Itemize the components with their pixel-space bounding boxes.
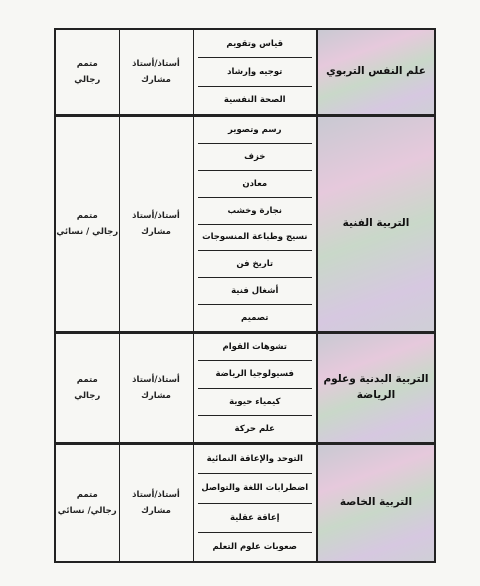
gender-line: متمم (76, 210, 98, 221)
subjects-cell (193, 333, 317, 444)
rank-cell (119, 444, 193, 563)
gender-line: رجالي (74, 75, 101, 85)
subjects-cell (193, 444, 317, 563)
subject-item: رسم وتصوير (198, 117, 313, 144)
subject-item: الصحة النفسية (223, 95, 286, 106)
table-row-section-2 (55, 116, 435, 333)
subject-item: صعوبات علوم التعلم (212, 541, 298, 552)
subject-item: تصميم (241, 313, 269, 324)
rank-line: مشارك (141, 227, 171, 237)
subject-item: علم حركة (234, 423, 275, 434)
rank-line: أستاذ/أستاذ (132, 374, 180, 385)
table-row-section-3 (55, 333, 435, 444)
gender-cell (55, 333, 119, 444)
gender-cell (55, 116, 119, 333)
subject-item: نجارة وخشب (198, 198, 313, 225)
gender-cell (55, 29, 119, 116)
rank-line: أستاذ/أستاذ (132, 210, 180, 221)
rank-cell (119, 116, 193, 333)
gender-line: متمم (76, 374, 98, 385)
subject-item: قياس وتقويم (198, 30, 313, 58)
gender-line: رجالي/ نسائي (57, 506, 117, 516)
table-row-section-4 (55, 444, 435, 563)
table-row-section-1 (55, 29, 435, 116)
rank-line: أستاذ/أستاذ (132, 489, 180, 500)
subject-item: كيمياء حيوية (198, 389, 313, 416)
subjects-list (198, 117, 313, 331)
subject-item: توجيه وإرشاد (198, 58, 313, 86)
subjects-list (198, 30, 313, 114)
gender-cell (55, 444, 119, 563)
subject-item: إعاقة عقلية (198, 504, 313, 533)
subject-item: اضطرابات اللغة والتواصل (198, 474, 313, 503)
subjects-cell (193, 29, 317, 116)
subject-item: فسيولوجيا الرياضة (198, 361, 313, 388)
department-cell: التربية البدنية وعلوم الرياضة (317, 333, 435, 444)
subject-item: تشوهات القوام (198, 334, 313, 361)
rank-cell (119, 29, 193, 116)
subject-item: نسيج وطباعة المنسوجات (198, 225, 313, 252)
gender-line: رجالي / نسائي (56, 227, 119, 237)
rank-cell (119, 333, 193, 444)
rank-line: مشارك (141, 391, 171, 401)
gender-line: رجالي (74, 391, 101, 401)
department-cell: علم النفس التربوي (317, 29, 435, 116)
subjects-cell (193, 116, 317, 333)
gender-line: متمم (76, 58, 98, 69)
subject-item: أشغال فنية (198, 278, 313, 305)
subjects-list (198, 334, 313, 442)
rank-line: أستاذ/أستاذ (132, 58, 180, 69)
subject-item: معادن (198, 171, 313, 198)
gender-line: متمم (76, 489, 98, 500)
subject-item: التوحد والإعاقة النمائية (198, 445, 313, 474)
subjects-list (198, 445, 313, 561)
department-cell: التربية الفنية (317, 116, 435, 333)
rank-line: مشارك (141, 506, 171, 516)
faculty-positions-table (54, 28, 436, 563)
department-cell: التربية الخاصة (317, 444, 435, 563)
rank-line: مشارك (141, 75, 171, 85)
subject-item: تاريخ فن (198, 251, 313, 278)
subject-item: خزف (198, 144, 313, 171)
